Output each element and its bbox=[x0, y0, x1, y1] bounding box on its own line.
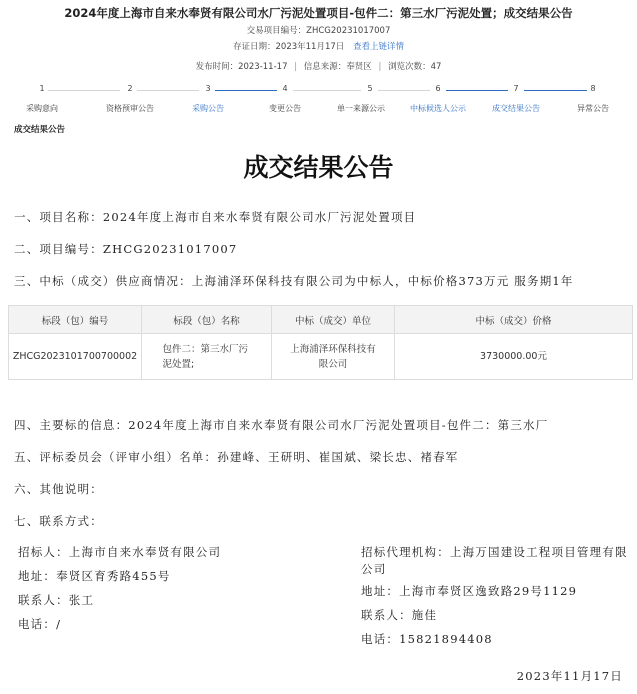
step-connector bbox=[446, 90, 508, 91]
supplier-line: 三、中标（成交）供应商情况：上海浦泽环保科技有限公司为中标人，中标价格373万元 服务期1年 bbox=[14, 274, 574, 288]
step-connector bbox=[215, 90, 277, 91]
committee-line: 五、评标委员会（评审小组）名单：孙建峰、王研明、崔国斌、梁长忠、褚春军 bbox=[14, 450, 459, 464]
lot-number-cell: ZHCG2023101700700002 bbox=[9, 334, 142, 380]
step-number: 3 bbox=[205, 84, 211, 93]
step-number: 8 bbox=[590, 84, 596, 93]
step-single-source[interactable]: 单一来源公示 bbox=[337, 104, 385, 113]
step-procurement-notice[interactable]: 采购公告 bbox=[192, 104, 224, 113]
award-table bbox=[8, 305, 633, 380]
step-candidate-publicity[interactable]: 中标候选人公示 bbox=[410, 104, 466, 113]
winner-cell bbox=[272, 334, 395, 380]
column-header: 中标（成交）单位 bbox=[272, 306, 395, 334]
table-header-row bbox=[9, 306, 633, 334]
publish-date-label: 发布时间： bbox=[195, 62, 239, 72]
signature-date: 2023年11月17日 bbox=[516, 669, 623, 683]
document-title: 成交结果公告 bbox=[243, 153, 394, 182]
source-label: 信息来源： bbox=[303, 62, 347, 72]
trade-number: ZHCG20231017007 bbox=[306, 26, 391, 36]
column-header: 中标（成交）价格 bbox=[395, 306, 633, 334]
cert-date-label: 存证日期： bbox=[233, 42, 276, 52]
views-count: 47 bbox=[430, 62, 442, 72]
step-connector bbox=[293, 90, 361, 91]
step-exception-notice[interactable]: 异常公告 bbox=[577, 104, 609, 113]
publish-info-line: 发布时间：2023-11-17 | 信息来源：奉贤区 | 浏览次数：47 bbox=[195, 62, 442, 72]
project-name-line: 一、项目名称：2024年度上海市自来水奉贤有限公司水厂污泥处置项目 bbox=[14, 210, 417, 224]
step-number: 6 bbox=[435, 84, 441, 93]
buyer-address: 地址：奉贤区育秀路455号 bbox=[18, 569, 171, 583]
step-prequalification[interactable]: 资格预审公告 bbox=[106, 104, 154, 113]
cert-date: 2023年11月17日 bbox=[275, 42, 345, 52]
price-cell: 3730000.00元 bbox=[395, 334, 633, 380]
chain-details-link[interactable]: 查看上链详情 bbox=[352, 42, 404, 52]
buyer-phone: 电话：/ bbox=[18, 617, 62, 631]
trade-number-line bbox=[0, 24, 637, 36]
table-row bbox=[9, 334, 633, 380]
notice-type-label: 成交结果公告 bbox=[14, 125, 66, 135]
agent-contact-person: 联系人：施佳 bbox=[361, 608, 438, 622]
step-connector bbox=[137, 90, 199, 91]
step-number: 4 bbox=[282, 84, 288, 93]
step-change-notice[interactable]: 变更公告 bbox=[269, 104, 301, 113]
contact-heading: 七、联系方式： bbox=[14, 514, 103, 528]
other-notes-line: 六、其他说明： bbox=[14, 482, 103, 496]
step-number: 7 bbox=[513, 84, 519, 93]
certificate-line bbox=[0, 40, 637, 52]
trade-number-label: 交易项目编号： bbox=[246, 26, 307, 36]
agent-name: 招标代理机构：上海万国建设工程项目管理有限公司 bbox=[361, 545, 628, 576]
step-purchase-intent[interactable]: 采购意向 bbox=[26, 104, 58, 113]
views-label: 浏览次数： bbox=[388, 62, 431, 72]
announcement-title: 2024年度上海市自来水奉贤有限公司水厂污泥处置项目-包件二：第三水厂污泥处置；成交结果公告 bbox=[64, 6, 573, 20]
process-steps bbox=[0, 84, 637, 116]
buyer-name: 招标人：上海市自来水奉贤有限公司 bbox=[18, 545, 222, 559]
agent-address: 地址：上海市奉贤区逸致路29号1129 bbox=[361, 584, 578, 598]
project-number-line: 二、项目编号：ZHCG20231017007 bbox=[14, 242, 238, 256]
buyer-contact-person: 联系人：张工 bbox=[18, 593, 95, 607]
step-connector bbox=[378, 90, 430, 91]
publish-date: 2023-11-17 bbox=[238, 62, 288, 72]
column-header: 标段（包）编号 bbox=[9, 306, 142, 334]
lot-name-text: 包件二：第三水厂污泥处置; bbox=[162, 343, 249, 370]
source-value: 奉贤区 bbox=[346, 62, 372, 72]
lot-name-cell bbox=[142, 334, 272, 380]
agent-phone: 电话：15821894408 bbox=[361, 632, 493, 646]
step-connector bbox=[524, 90, 587, 91]
column-header: 标段（包）名称 bbox=[142, 306, 272, 334]
step-number: 2 bbox=[127, 84, 133, 93]
subject-info-line: 四、主要标的信息：2024年度上海市自来水奉贤有限公司水厂污泥处置项目-包件二：第三水厂 bbox=[14, 418, 549, 432]
step-result-notice[interactable]: 成交结果公告 bbox=[492, 104, 540, 113]
winner-text: 上海浦泽环保科技有限公司 bbox=[290, 343, 376, 370]
step-number: 1 bbox=[39, 84, 45, 93]
step-number: 5 bbox=[367, 84, 373, 93]
step-connector bbox=[48, 90, 120, 91]
